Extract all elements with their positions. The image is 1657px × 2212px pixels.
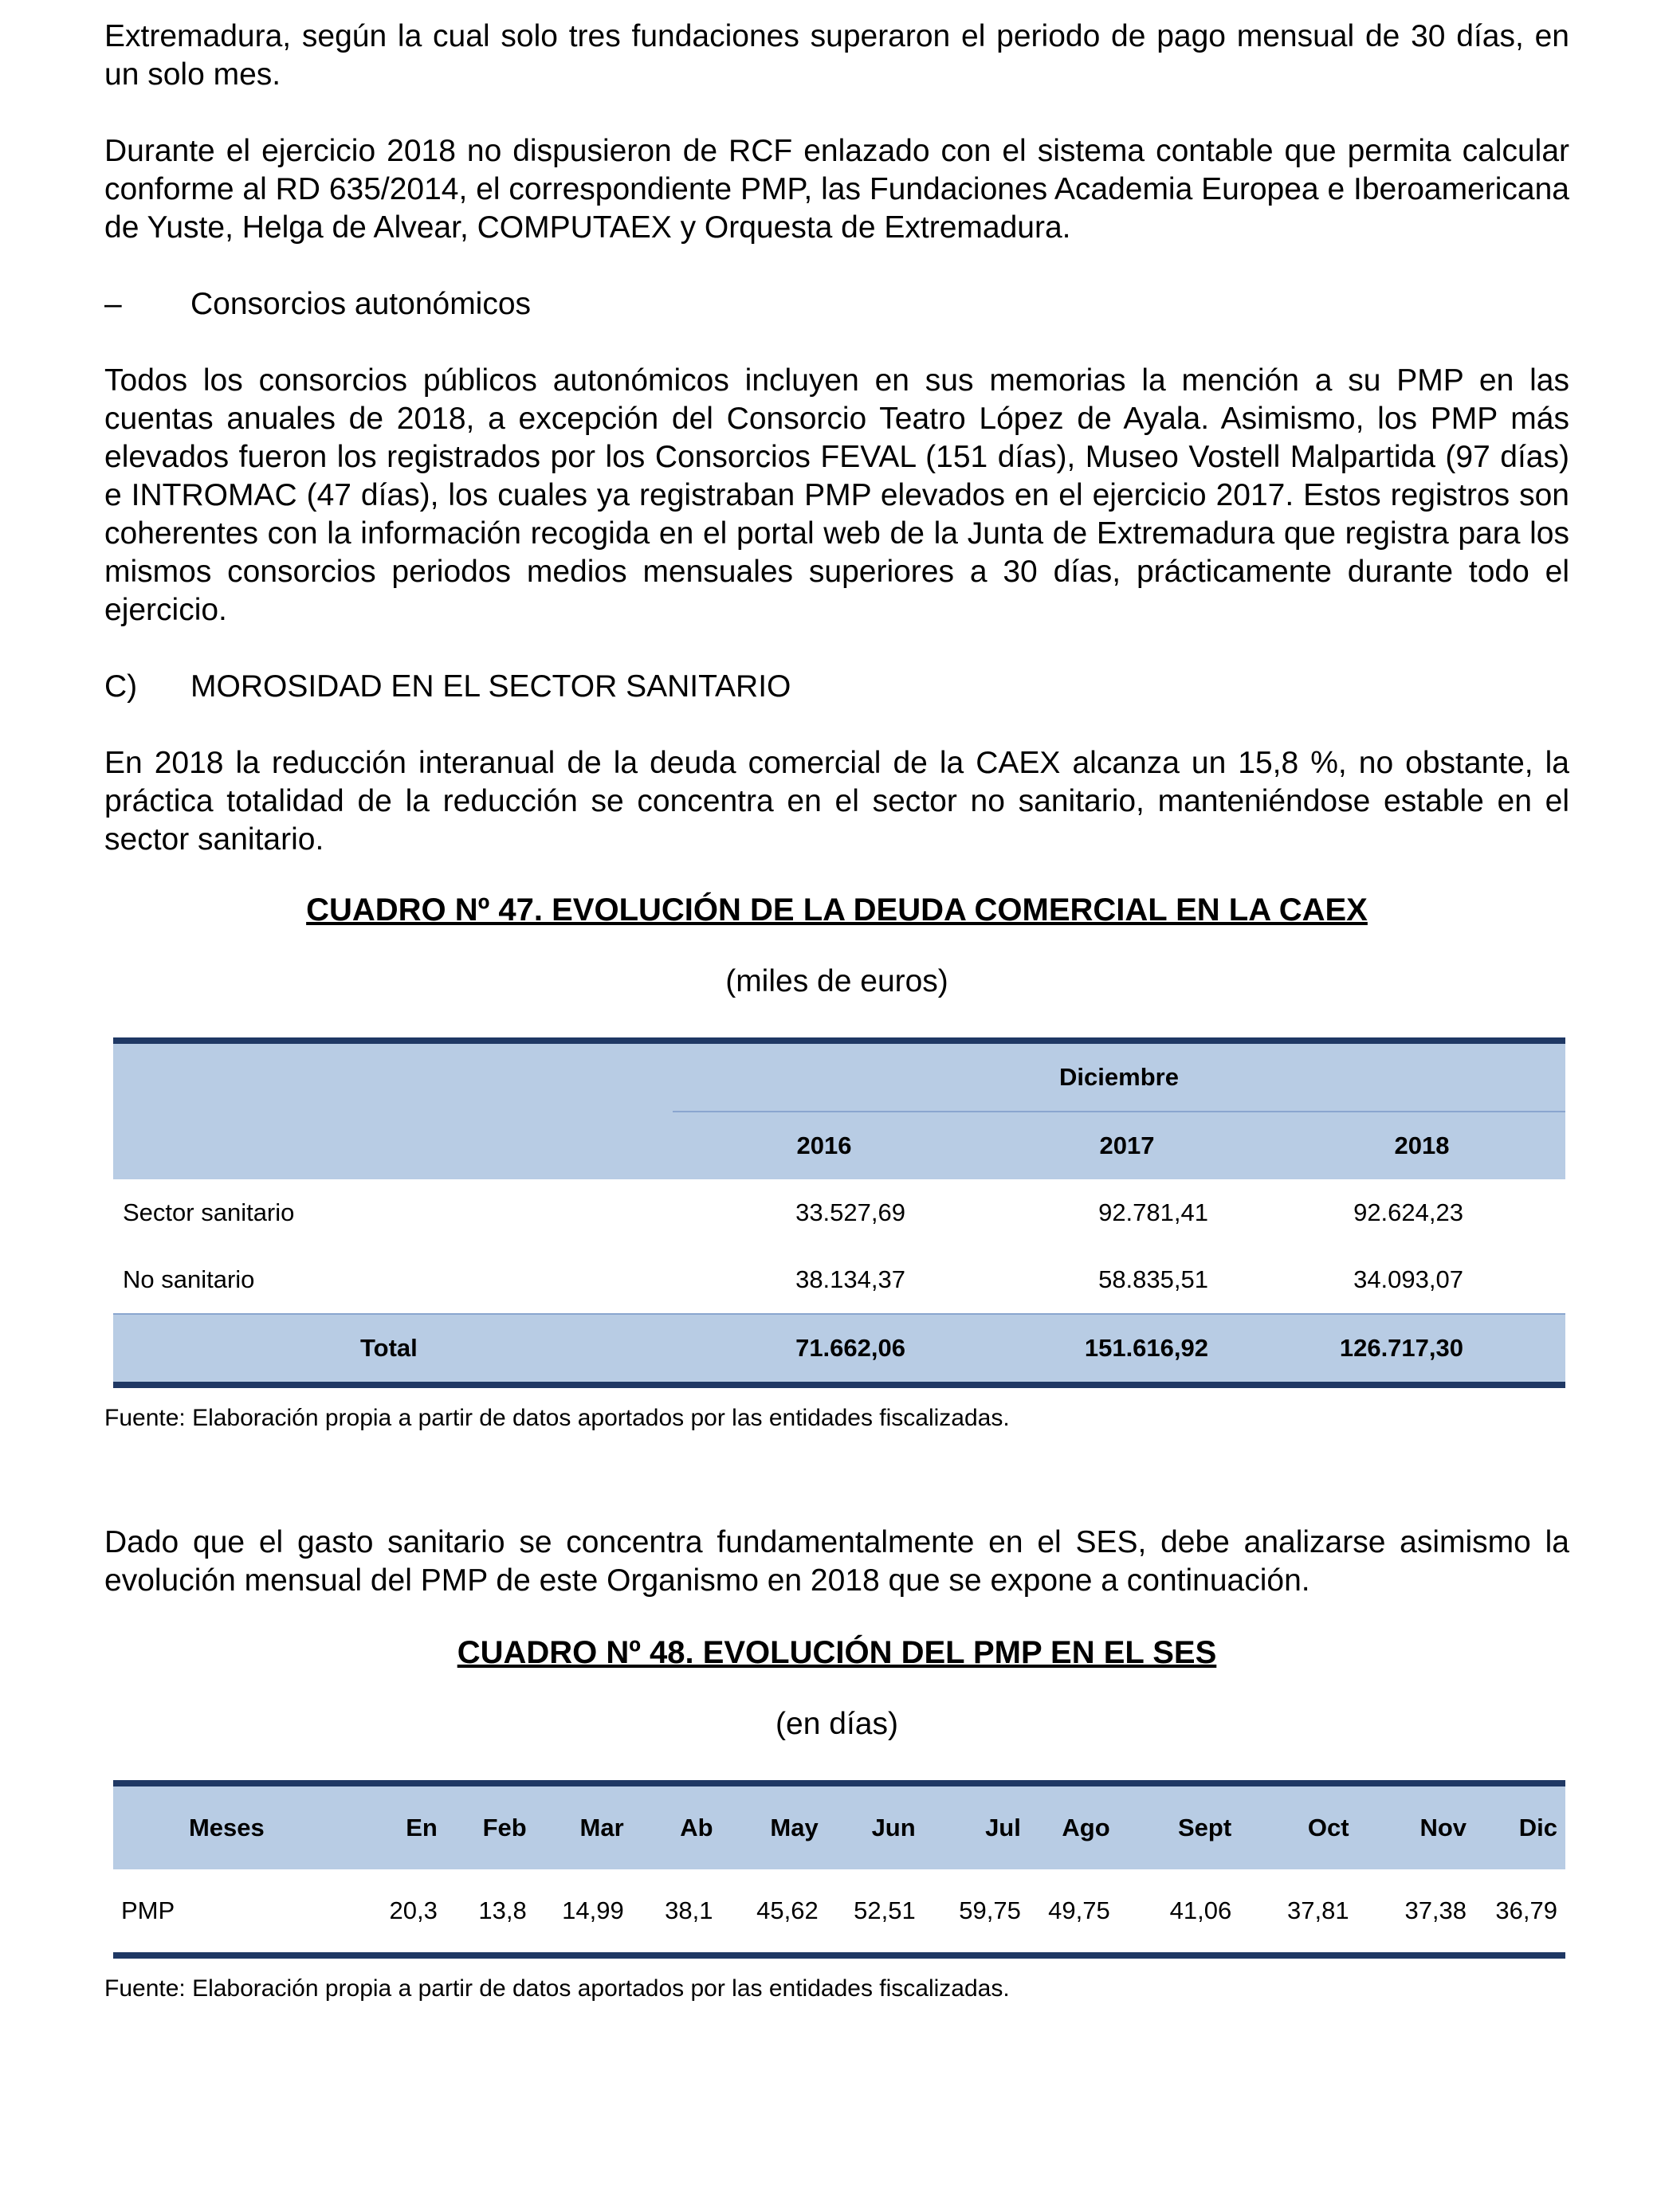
bullet-consorcios	[104, 285, 1569, 324]
cell-value: 38.134,37	[795, 1265, 905, 1293]
bullet-dash: –	[104, 287, 122, 321]
month-header: Oct	[1239, 1783, 1357, 1869]
table48-header-label: Meses	[113, 1783, 340, 1869]
row-label: PMP	[113, 1869, 340, 1955]
paragraph-3: Todos los consorcios públicos autonómicos incluyen en sus memorias la mención a su PMP en las cuentas anuales de 2018, a excepción del Consorcio Teatro López de Ayala. Asimismo, los PMP más elevados fueron los registrados por los Consorcios FEVAL (151 días), Museo Vostell Malpartida (97 días) e INTROMAC (47 días), los cuales ya registraban PMP elevados en el ejercicio 2017. Estos registros son coherentes con la información recogida en el portal web de la Junta de Extremadura que registra para los mismos consorcios periodos medios mensuales superiores a 30 días, prácticamente durante todo el ejercicio.	[104, 363, 1569, 627]
cell-value: 58.835,51	[1098, 1265, 1208, 1293]
table47-year-2018: 2018	[1278, 1112, 1565, 1179]
cell-value: 37,38	[1357, 1869, 1474, 1955]
table47-title: CUADRO Nº 47. EVOLUCIÓN DE LA DEUDA COMERCIAL EN LA CAEX	[306, 892, 1368, 928]
total-label: Total	[113, 1314, 673, 1385]
month-header: Ab	[632, 1783, 721, 1869]
table47	[113, 1037, 1565, 1388]
table48	[113, 1780, 1565, 1959]
cell-value: 36,79	[1474, 1869, 1565, 1955]
section-heading-c	[104, 668, 1569, 706]
paragraph-2: Durante el ejercicio 2018 no dispusieron de RCF enlazado con el sistema contable que permita calcular conforme al RD 635/2014, el correspondiente PMP, las Fundaciones Academia Europea e Iberoamericana de Yuste, Helga de Alvear, COMPUTAEX y Orquesta de Extremadura.	[104, 134, 1569, 245]
cell-value: 34.093,07	[1353, 1265, 1463, 1293]
section-mark: C)	[104, 669, 138, 704]
total-value: 71.662,06	[673, 1314, 976, 1385]
table47-year-2016: 2016	[673, 1112, 976, 1179]
cell-value: 20,3	[340, 1869, 446, 1955]
row-label: No sanitario	[123, 1265, 255, 1293]
paragraph-5: Dado que el gasto sanitario se concentra fundamentalmente en el SES, debe analizarse asimismo la evolución mensual del PMP de este Organismo en 2018 que se expone a continuación.	[104, 1525, 1569, 1598]
section-title: MOROSIDAD EN EL SECTOR SANITARIO	[190, 669, 791, 704]
cell-value: 41,06	[1118, 1869, 1240, 1955]
cell-value: 49,75	[1029, 1869, 1118, 1955]
table47-total-row	[113, 1314, 1565, 1385]
cell-value: 38,1	[632, 1869, 721, 1955]
table48-title: CUADRO Nº 48. EVOLUCIÓN DEL PMP EN EL SES	[457, 1635, 1217, 1670]
month-header: Ago	[1029, 1783, 1118, 1869]
month-header: Jul	[924, 1783, 1029, 1869]
total-value: 151.616,92	[976, 1314, 1278, 1385]
month-header: Dic	[1474, 1783, 1565, 1869]
table47-source: Fuente: Elaboración propia a partir de datos aportados por las entidades fiscalizadas.	[104, 1405, 1010, 1431]
cell-value: 33.527,69	[795, 1198, 905, 1226]
paragraph-1: Extremadura, según la cual solo tres fundaciones superaron el periodo de pago mensual de 30 días, en un solo mes.	[104, 19, 1569, 92]
total-value: 126.717,30	[1278, 1314, 1565, 1385]
table48-header-row	[113, 1783, 1565, 1869]
cell-value: 13,8	[446, 1869, 535, 1955]
cell-value: 59,75	[924, 1869, 1029, 1955]
table-row	[113, 1246, 1565, 1314]
table47-header-empty	[113, 1041, 673, 1179]
cell-value: 14,99	[535, 1869, 632, 1955]
cell-value: 92.781,41	[1098, 1198, 1208, 1226]
document-page	[104, 18, 1569, 2005]
table48-subtitle: (en días)	[775, 1707, 898, 1741]
month-header: Sept	[1118, 1783, 1240, 1869]
month-header: Mar	[535, 1783, 632, 1869]
bullet-text: Consorcios autonómicos	[190, 287, 532, 321]
table47-group-header: Diciembre	[673, 1041, 1565, 1112]
row-label: Sector sanitario	[123, 1198, 295, 1226]
month-header: En	[340, 1783, 446, 1869]
paragraph-4: En 2018 la reducción interanual de la deuda comercial de la CAEX alcanza un 15,8 %, no obstante, la práctica totalidad de la reducción se concentra en el sector no sanitario, manteniéndose estable en el sector sanitario.	[104, 746, 1569, 857]
cell-value: 37,81	[1239, 1869, 1357, 1955]
table47-year-2017: 2017	[976, 1112, 1278, 1179]
month-header: Nov	[1357, 1783, 1474, 1869]
month-header: Feb	[446, 1783, 535, 1869]
cell-value: 92.624,23	[1353, 1198, 1463, 1226]
cell-value: 45,62	[721, 1869, 827, 1955]
cell-value: 52,51	[827, 1869, 924, 1955]
table-row	[113, 1179, 1565, 1246]
table47-subtitle: (miles de euros)	[725, 964, 948, 998]
month-header: Jun	[827, 1783, 924, 1869]
table48-pmp-row	[113, 1869, 1565, 1955]
month-header: May	[721, 1783, 827, 1869]
table48-source: Fuente: Elaboración propia a partir de datos aportados por las entidades fiscalizadas.	[104, 1975, 1010, 2002]
table47-header-row-1	[113, 1041, 1565, 1112]
